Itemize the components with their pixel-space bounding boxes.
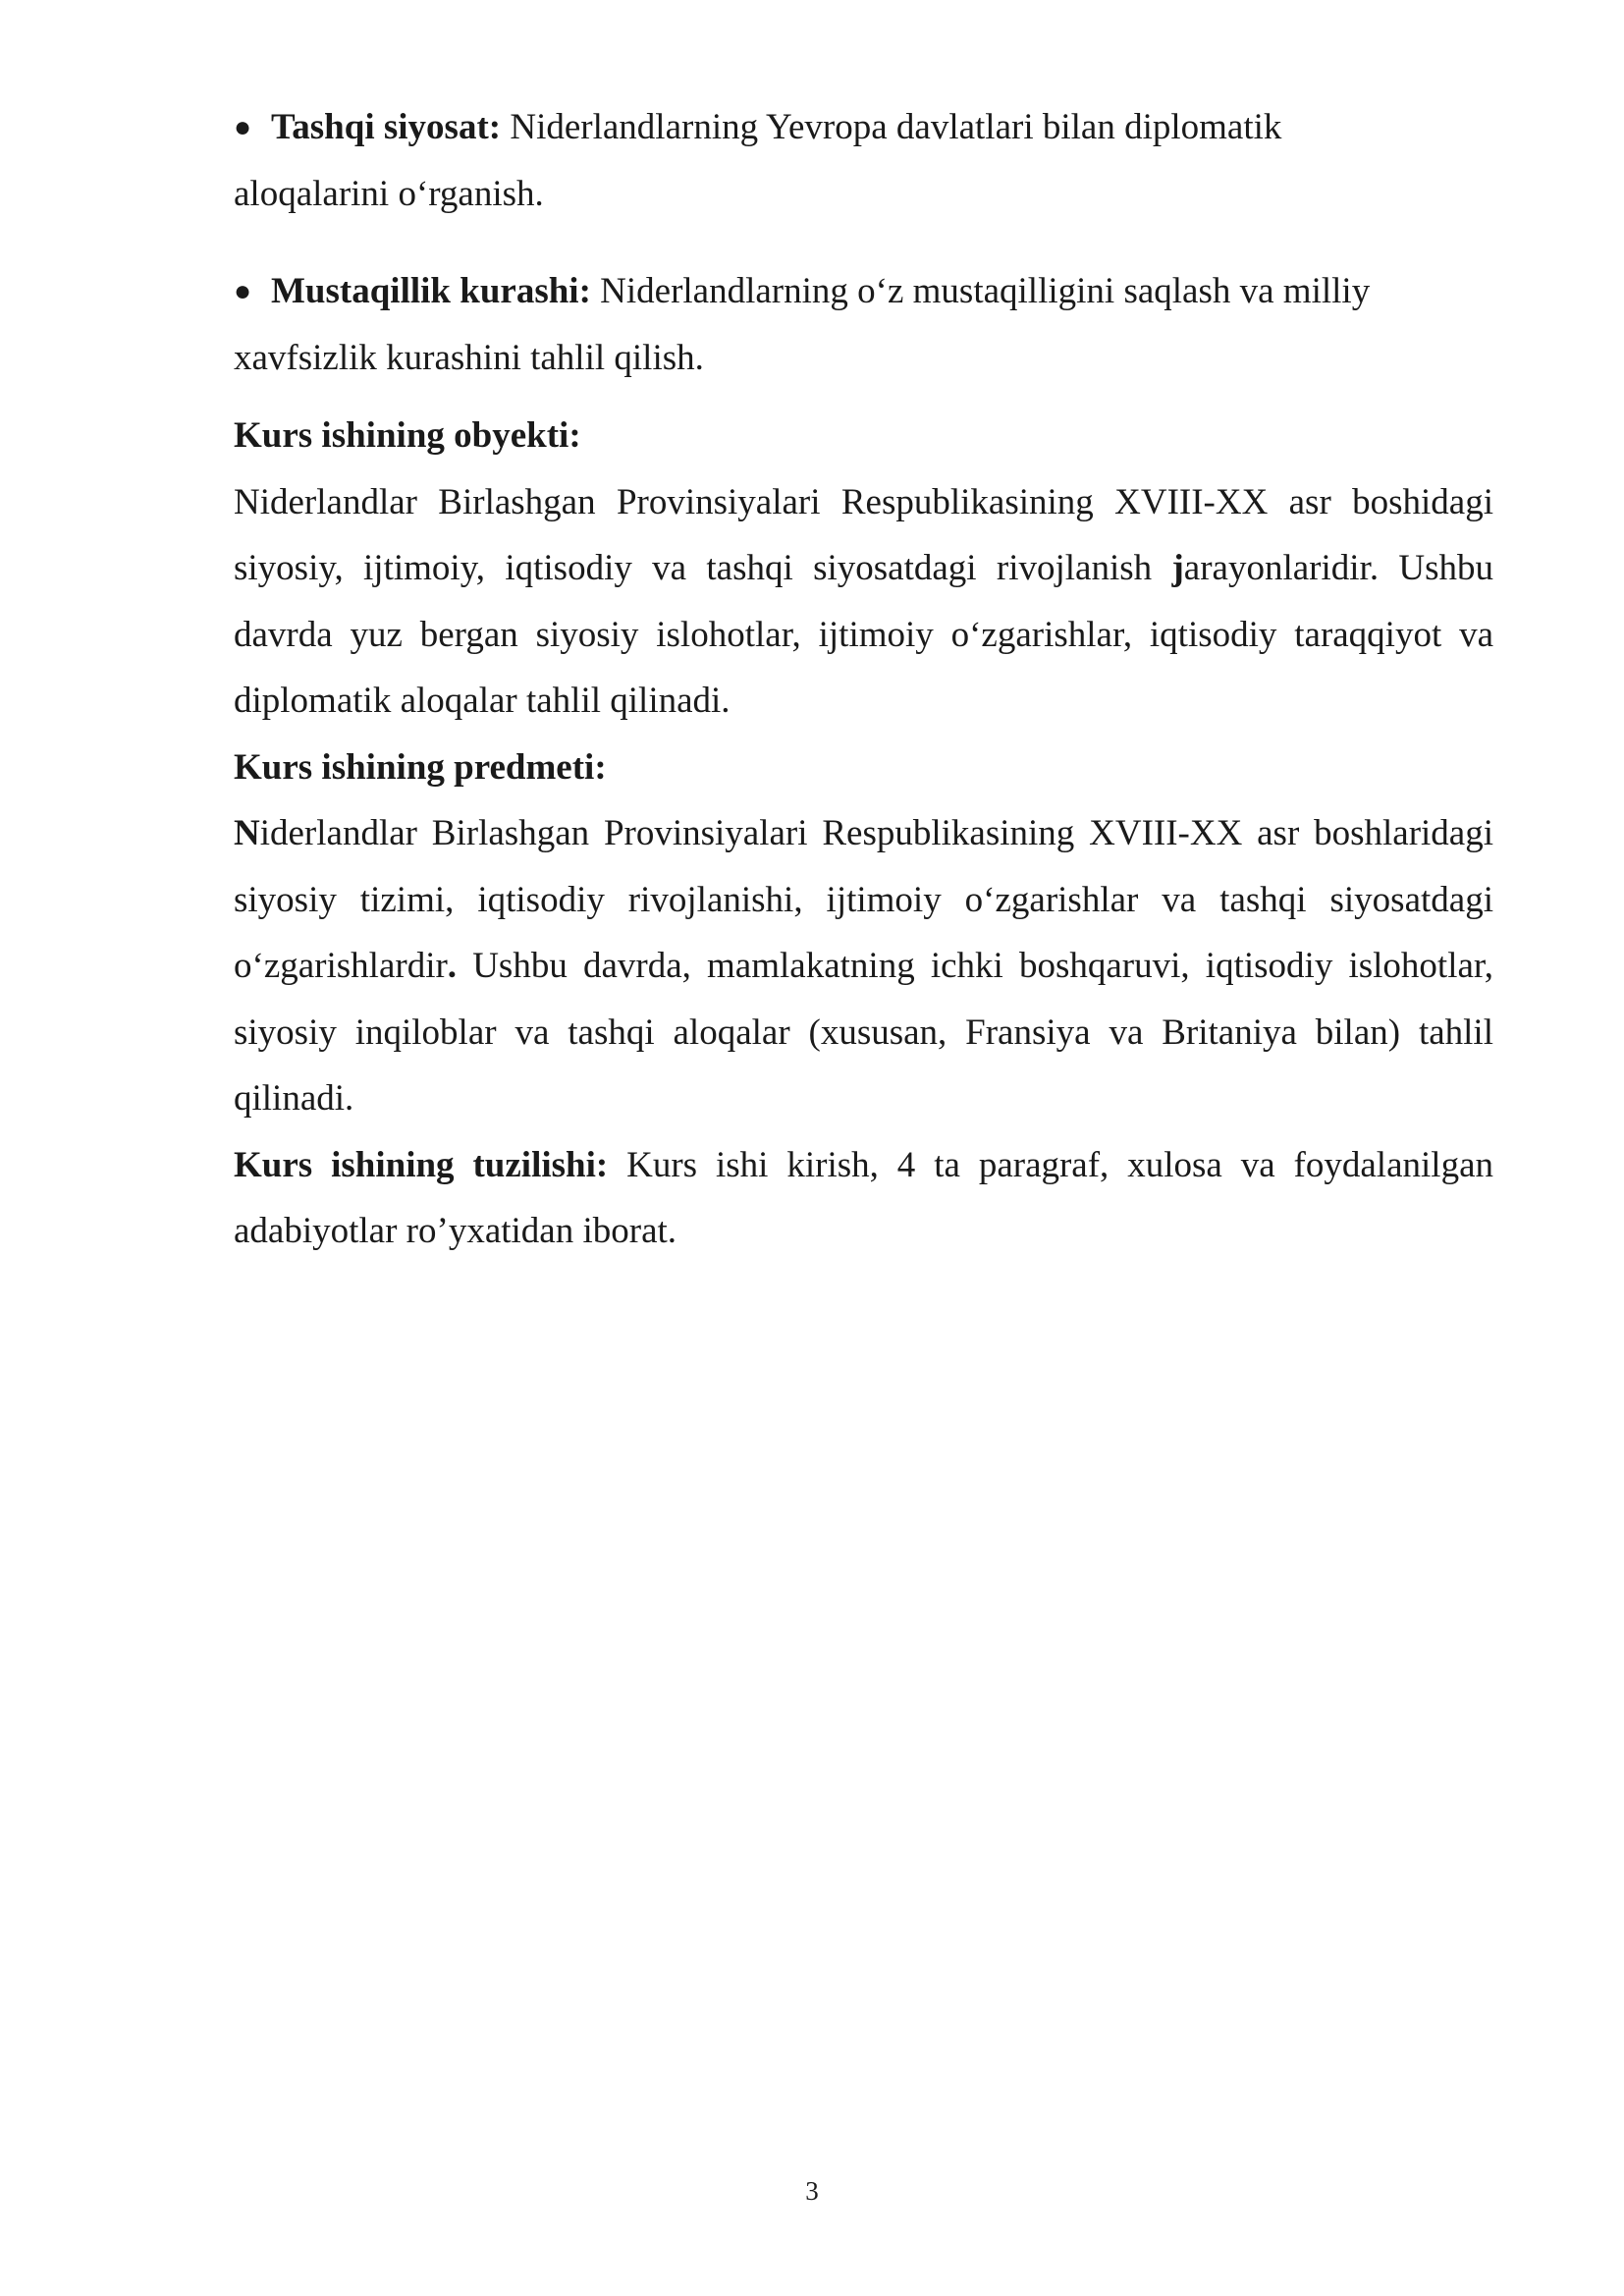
- object-paragraph: [234, 469, 1493, 735]
- subject-bold-period: .: [447, 946, 458, 986]
- subject-text-end: Ushbu davrda, mamlakatning ichki boshqaruvi, iqtisodiy islohotlar, siyosiy inqiloblar va tashqi aloqalar (xususan, Fransiya va Britaniya bilan) tahlil qilinadi.: [234, 946, 1493, 1119]
- page-content: [234, 94, 1493, 1265]
- bullet-term: Tashqi siyosat:: [271, 107, 502, 147]
- page-number: 3: [805, 2176, 819, 2206]
- structure-text: Kurs ishi kirish, 4 ta paragraf, xulosa va foydalanilgan adabiyotlar ro’yxatidan iborat.: [234, 1144, 1493, 1251]
- object-heading: Kurs ishining obyekti:: [234, 415, 581, 456]
- bullet-line: [234, 258, 1493, 325]
- object-bold-letter: j: [1171, 548, 1184, 588]
- structure-heading: Kurs ishining tuzilishi:: [234, 1144, 609, 1185]
- bullet-icon: ●: [234, 111, 252, 143]
- bullet-term: Mustaqillik kurashi:: [271, 271, 591, 311]
- bullet-icon: ●: [234, 275, 252, 307]
- bullet-item-independence: [234, 258, 1493, 391]
- bullet-line: [234, 94, 1493, 161]
- bullet-item-foreign-policy: [234, 94, 1493, 227]
- object-text-end: arayonlaridir. Ushbu davrda yuz bergan siyosiy islohotlar, ijtimoiy o‘zgarishlar, iqtisodiy taraqqiyot va diplomatik aloqalar tahlil qilinadi.: [234, 548, 1494, 721]
- bullet-continuation: xavfsizlik kurashini tahlil qilish.: [234, 337, 704, 378]
- structure-paragraph: [234, 1132, 1493, 1265]
- bullet-continuation: aloqalarini o‘rganish.: [234, 173, 544, 214]
- subject-bold-letter: N: [234, 813, 260, 853]
- subject-paragraph: [234, 800, 1493, 1132]
- bullet-text: Niderlandlarning o‘z mustaqilligini saqlash va milliy: [590, 271, 1371, 311]
- bullet-text: Niderlandlarning Yevropa davlatlari bilan diplomatik: [501, 107, 1282, 147]
- subject-text-main: iderlandlar Birlashgan Provinsiyalari Respublikasining XVIII-XX asr boshlaridagi siyosiy tizimi, iqtisodiy rivojlanishi, ijtimoiy o‘zgarishlar va tashqi siyosatdagi o‘zgarishlardir: [234, 813, 1493, 986]
- object-text-start: Niderlandlar Birlashgan Provinsiyalari Respublikasining XVIII-XX asr boshidagi siyosiy, ijtimoiy, iqtisodiy va tashqi siyosatdagi rivojlanish: [234, 481, 1493, 588]
- subject-heading: Kurs ishining predmeti:: [234, 746, 607, 788]
